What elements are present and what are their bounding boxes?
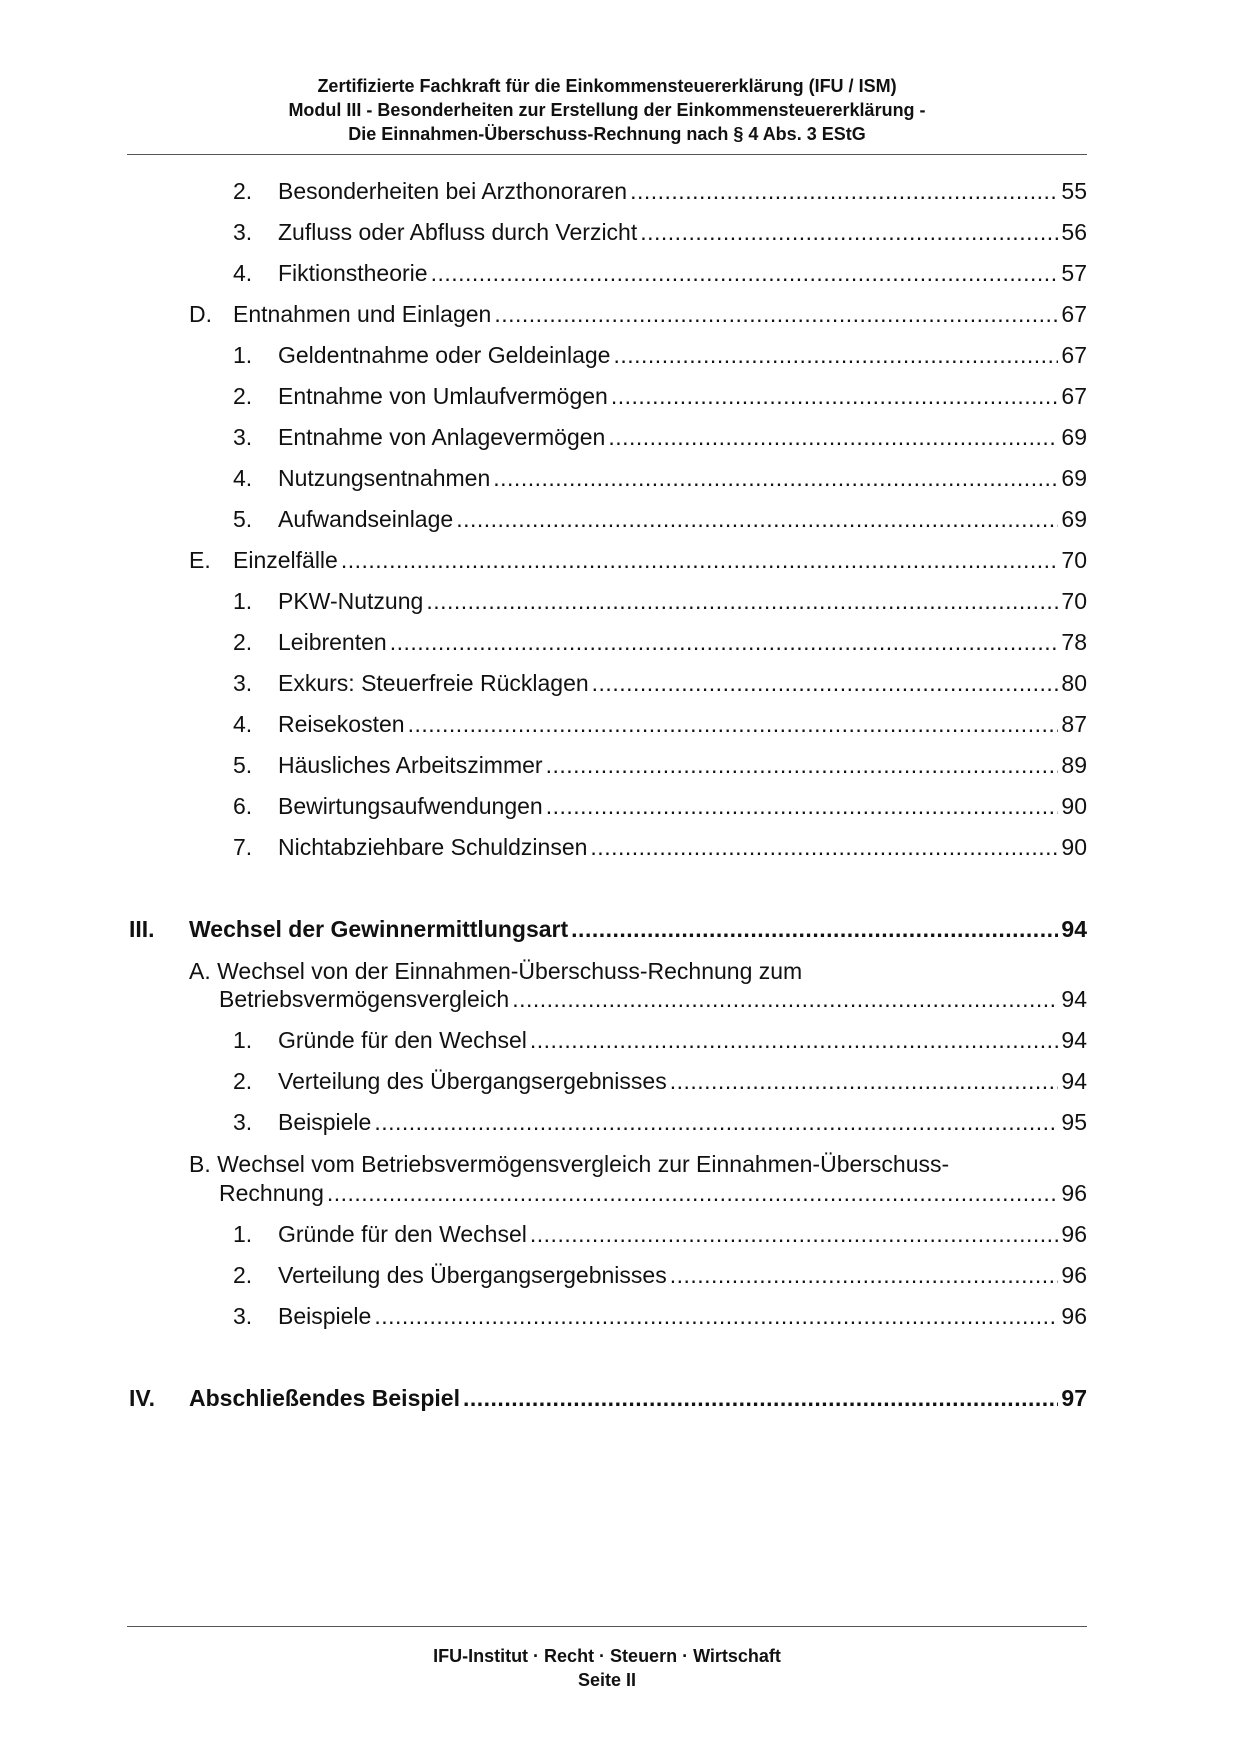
toc-entry-page: 96: [1061, 1180, 1087, 1206]
toc-entry-page: 70: [1061, 547, 1087, 573]
toc-entry-page: 78: [1061, 629, 1087, 655]
toc-entry-number: 5.: [233, 752, 253, 778]
toc-entry[interactable]: [189, 299, 1087, 329]
toc-entry[interactable]: [233, 1301, 1087, 1331]
toc-entry-number: 1.: [233, 588, 253, 614]
toc-leader-dots: [390, 627, 1059, 657]
toc-entry-page: 67: [1061, 301, 1087, 327]
toc-chapter-entry[interactable]: [129, 914, 1087, 944]
toc-entry-page: 96: [1061, 1303, 1087, 1329]
footer-divider: [127, 1626, 1087, 1627]
toc-entry-number: 4.: [233, 260, 253, 286]
toc-entry-first-line[interactable]: [189, 1149, 949, 1179]
toc-entry[interactable]: [233, 627, 1087, 657]
toc-leader-dots: [431, 258, 1059, 288]
toc-leader-dots: [571, 914, 1058, 944]
toc-entry-number: 7.: [233, 834, 253, 860]
toc-entry[interactable]: [233, 668, 1087, 698]
toc-entry-page: 57: [1061, 260, 1087, 286]
toc-entry-page: 69: [1061, 465, 1087, 491]
toc-entry-title-continued: Betriebsvermögensvergleich: [219, 986, 510, 1012]
toc-entry-number: 3.: [233, 1109, 253, 1135]
toc-leader-dots: [546, 750, 1059, 780]
toc-leader-dots: [426, 586, 1058, 616]
toc-entry[interactable]: [233, 1025, 1087, 1055]
toc-chapter-entry[interactable]: [129, 1383, 1087, 1413]
toc-entry-title: Leibrenten: [278, 629, 387, 655]
toc-entry-page: 95: [1061, 1109, 1087, 1135]
toc-entry-number: 2.: [233, 1262, 253, 1288]
toc-entry-title: Besonderheiten bei Arzthonoraren: [278, 178, 628, 204]
toc-entry-title: Aufwandseinlage: [278, 506, 454, 532]
toc-entry-number: 3.: [233, 670, 253, 696]
toc-leader-dots: [670, 1260, 1059, 1290]
toc-entry-page: 69: [1061, 424, 1087, 450]
toc-entry-page: 55: [1061, 178, 1087, 204]
toc-entry[interactable]: [233, 176, 1087, 206]
toc-entry-number: 6.: [233, 793, 253, 819]
toc-entry-title: Beispiele: [278, 1303, 372, 1329]
toc-entry-number: 1.: [233, 1027, 253, 1053]
toc-entry-title: Gründe für den Wechsel: [278, 1027, 527, 1053]
toc-entry-number: 1.: [233, 342, 253, 368]
toc-entry-first-line[interactable]: [189, 956, 802, 986]
toc-entry[interactable]: [233, 750, 1087, 780]
toc-entry-number: 4.: [233, 465, 253, 491]
toc-entry-title: Einzelfälle: [233, 547, 338, 573]
header-line-3: Die Einnahmen-Überschuss-Rechnung nach § 4 Abs. 3 EStG: [348, 124, 866, 144]
header-line-2: Modul III - Besonderheiten zur Erstellung der Einkommensteuererklärung -: [288, 100, 926, 120]
toc-entry[interactable]: [233, 709, 1087, 739]
toc-entry-page: 67: [1061, 383, 1087, 409]
toc-entry-number: B.: [189, 1151, 211, 1177]
toc-leader-dots: [463, 1383, 1058, 1413]
toc-leader-dots: [374, 1107, 1058, 1137]
toc-entry-page: 70: [1061, 588, 1087, 614]
toc-entry-title: Verteilung des Übergangsergebnisses: [278, 1262, 667, 1288]
toc-leader-dots: [493, 463, 1058, 493]
toc-entry[interactable]: [189, 545, 1087, 575]
toc-entry-number: 2.: [233, 629, 253, 655]
toc-entry-number: 2.: [233, 178, 253, 204]
toc-entry-page: 96: [1061, 1221, 1087, 1247]
toc-leader-dots: [546, 791, 1059, 821]
toc-entry-title: Nutzungsentnahmen: [278, 465, 491, 491]
toc-entry-page: 89: [1061, 752, 1087, 778]
toc-leader-dots: [408, 709, 1059, 739]
toc-entry-number: 1.: [233, 1221, 253, 1247]
toc-leader-dots: [630, 176, 1058, 206]
toc-entry[interactable]: [233, 381, 1087, 411]
toc-entry[interactable]: [233, 832, 1087, 862]
toc-entry-page: 80: [1061, 670, 1087, 696]
toc-leader-dots: [494, 299, 1058, 329]
toc-leader-dots: [327, 1178, 1059, 1208]
toc-entry[interactable]: [233, 791, 1087, 821]
toc-entry[interactable]: [219, 1178, 1087, 1208]
toc-entry-title: Reisekosten: [278, 711, 405, 737]
toc-entry-number: E.: [189, 547, 211, 573]
toc-entry-title: Wechsel von der Einnahmen-Überschuss-Rechnung zum: [217, 958, 803, 984]
toc-entry-page: 94: [1061, 1027, 1087, 1053]
header-line-1: Zertifizierte Fachkraft für die Einkommensteuererklärung (IFU / ISM): [317, 76, 897, 96]
toc-entry-title: Geldentnahme oder Geldeinlage: [278, 342, 611, 368]
toc-entry-title: Beispiele: [278, 1109, 372, 1135]
toc-entry-number: 3.: [233, 424, 253, 450]
toc-leader-dots: [341, 545, 1059, 575]
toc-entry-number: 2.: [233, 383, 253, 409]
toc-entry-page: 97: [1061, 1385, 1087, 1411]
toc-entry-page: 67: [1061, 342, 1087, 368]
toc-entry-page: 90: [1061, 793, 1087, 819]
toc-entry-number: 2.: [233, 1068, 253, 1094]
toc-entry-title: Nichtabziehbare Schuldzinsen: [278, 834, 588, 860]
toc-entry-page: 94: [1061, 916, 1087, 942]
toc-entry-title: Bewirtungsaufwendungen: [278, 793, 543, 819]
toc-leader-dots: [592, 668, 1059, 698]
toc-entry-number: A.: [189, 958, 211, 984]
toc-entry-title-continued: Rechnung: [219, 1180, 324, 1206]
toc-leader-dots: [611, 381, 1059, 411]
toc-entry[interactable]: [233, 1219, 1087, 1249]
toc-entry-title: PKW-Nutzung: [278, 588, 424, 614]
toc-entry-title: Zufluss oder Abfluss durch Verzicht: [278, 219, 638, 245]
toc-entry[interactable]: [233, 340, 1087, 370]
toc-entry-number: 4.: [233, 711, 253, 737]
toc-leader-dots: [670, 1066, 1059, 1096]
toc-entry-title: Verteilung des Übergangsergebnisses: [278, 1068, 667, 1094]
toc-leader-dots: [530, 1219, 1059, 1249]
toc-entry[interactable]: [233, 1066, 1087, 1096]
toc-entry-page: 69: [1061, 506, 1087, 532]
toc-entry-title: Entnahmen und Einlagen: [233, 301, 492, 327]
toc-entry-page: 96: [1061, 1262, 1087, 1288]
toc-entry-title: Häusliches Arbeitszimmer: [278, 752, 543, 778]
toc-entry-number: D.: [189, 301, 212, 327]
page-footer: [127, 1644, 1087, 1692]
toc-entry-title: Abschließendes Beispiel: [189, 1385, 460, 1411]
toc-entry-page: 90: [1061, 834, 1087, 860]
toc-entry-page: 56: [1061, 219, 1087, 245]
toc-entry-page: 87: [1061, 711, 1087, 737]
toc-entry[interactable]: [233, 422, 1087, 452]
toc-leader-dots: [608, 422, 1058, 452]
toc-entry-title: Entnahme von Umlaufvermögen: [278, 383, 608, 409]
toc-entry-title: Wechsel der Gewinnermittlungsart: [189, 916, 569, 942]
toc-entry-number: IV.: [129, 1385, 156, 1411]
toc-entry[interactable]: [233, 258, 1087, 288]
toc-entry[interactable]: [233, 463, 1087, 493]
toc-entry-number: 5.: [233, 506, 253, 532]
toc-entry-title: Gründe für den Wechsel: [278, 1221, 527, 1247]
toc-leader-dots: [613, 340, 1058, 370]
toc-entry-page: 94: [1061, 1068, 1087, 1094]
toc-entry-page: 94: [1061, 986, 1087, 1012]
toc-entry-title: Wechsel vom Betriebsvermögensvergleich zur Einnahmen-Überschuss-: [217, 1151, 950, 1177]
toc-entry[interactable]: [233, 586, 1087, 616]
toc-leader-dots: [374, 1301, 1058, 1331]
toc-entry-number: 3.: [233, 1303, 253, 1329]
toc-leader-dots: [590, 832, 1058, 862]
toc-leader-dots: [456, 504, 1058, 534]
toc-entry[interactable]: [233, 1107, 1087, 1137]
toc-entry[interactable]: [233, 1260, 1087, 1290]
toc-entry-number: III.: [129, 916, 155, 942]
page-number: Seite II: [577, 1670, 637, 1690]
toc-entry[interactable]: [219, 984, 1087, 1014]
toc-entry[interactable]: [233, 217, 1087, 247]
toc-leader-dots: [640, 217, 1058, 247]
toc-entry[interactable]: [233, 504, 1087, 534]
toc-leader-dots: [512, 984, 1058, 1014]
toc-leader-dots: [530, 1025, 1059, 1055]
toc-entry-title: Entnahme von Anlagevermögen: [278, 424, 606, 450]
toc-entry-title: Exkurs: Steuerfreie Rücklagen: [278, 670, 589, 696]
toc-entry-number: 3.: [233, 219, 253, 245]
footer-institute: IFU-Institut · Recht · Steuern · Wirtschaft: [433, 1646, 781, 1666]
toc-entry-title: Fiktionstheorie: [278, 260, 428, 286]
